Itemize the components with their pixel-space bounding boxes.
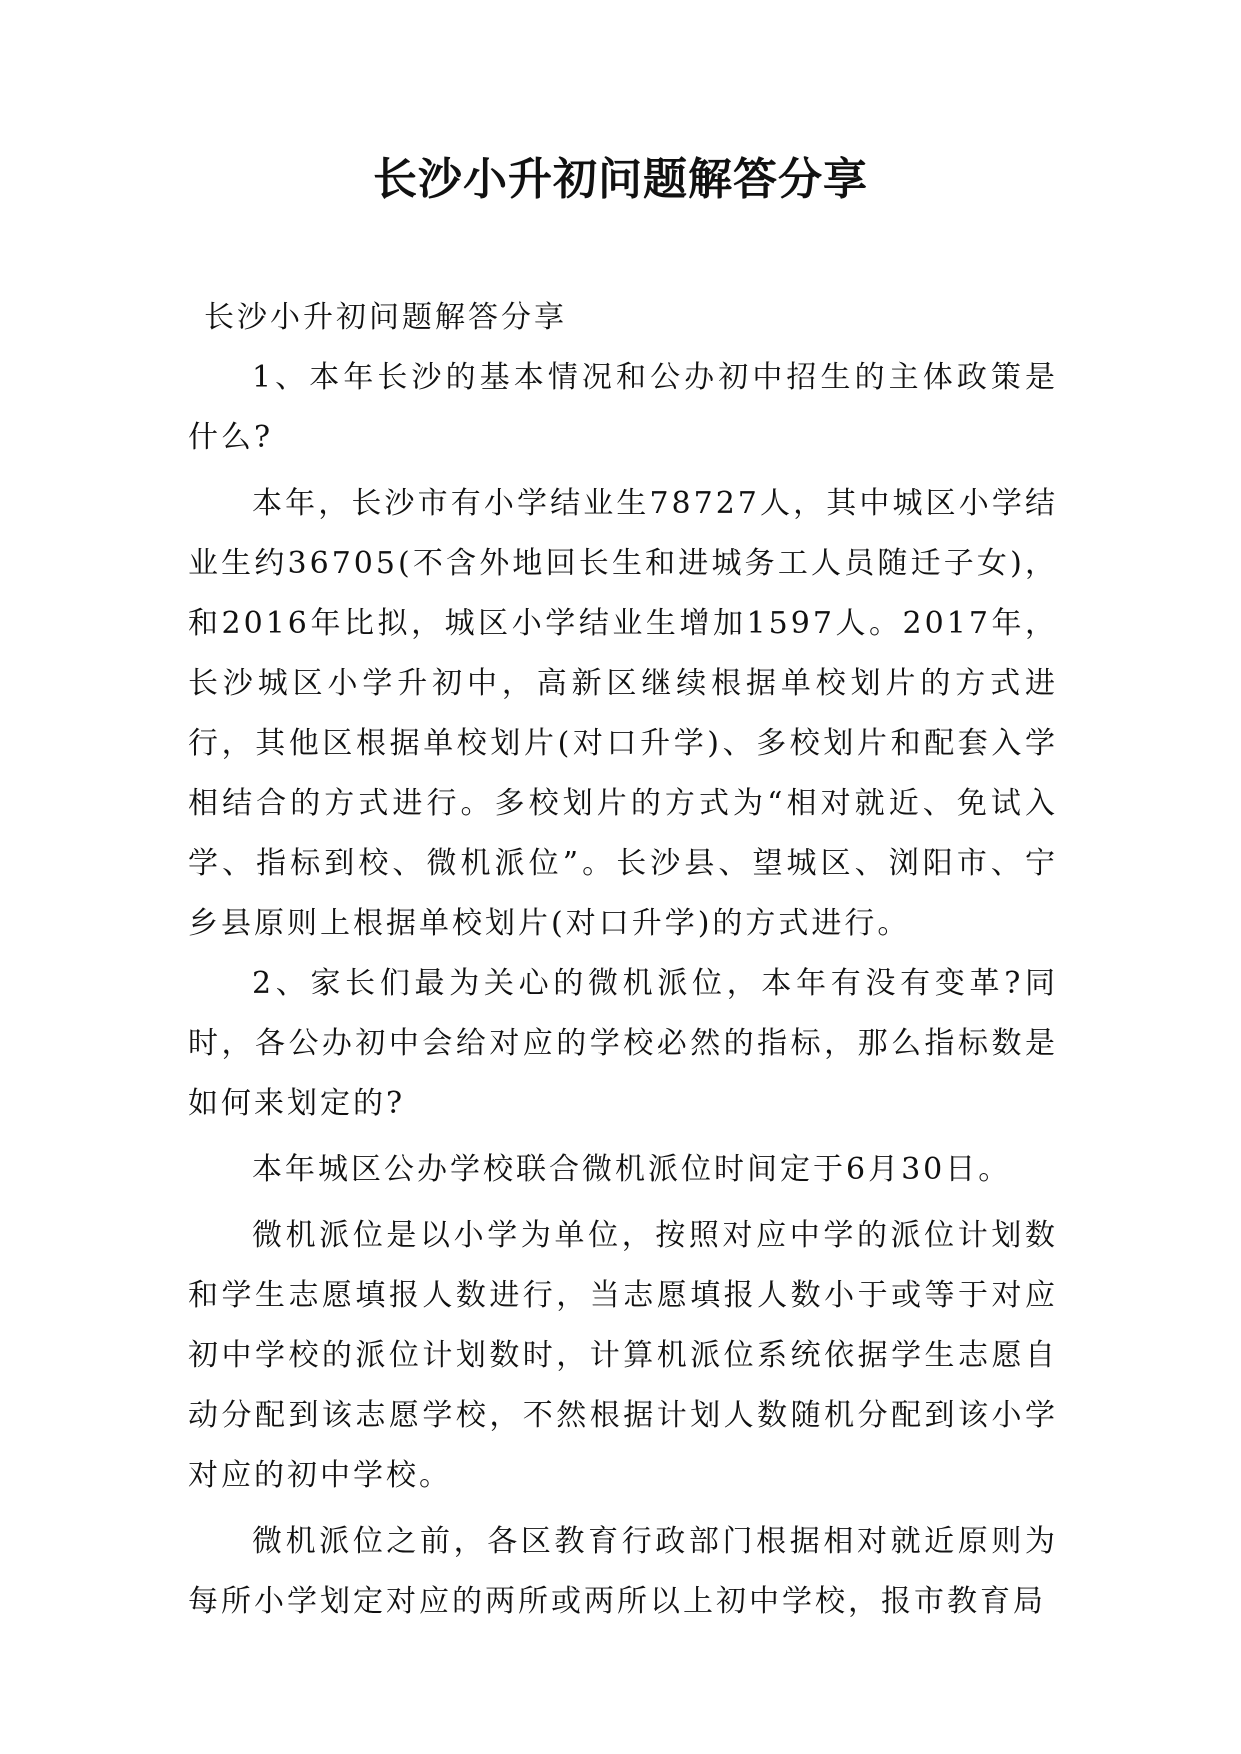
paragraph-subtitle: 长沙小升初问题解答分享 — [204, 300, 567, 335]
document-title: 长沙小升初问题解答分享 — [373, 154, 868, 205]
paragraph-question-1: 1、本年长沙的基本情况和公办初中招生的主体政策是什么? — [188, 360, 1058, 455]
paragraph-answer-1: 本年，长沙市有小学结业生78727人，其中城区小学结业生约36705(不含外地回长生和进城务工人员随迁子女)，和2016年比拟，城区小学结业生增加1597人。2017年，长沙城区小学升初中，高新区继续根据单校划片的方式进行，其他区根据单校划片(对口升学)、多校划片和配套入学相结合的方式进行。多校划片的方式为“相对就近、免试入学、指标到校、微机派位”。长沙县、望城区、浏阳市、宁乡县原则上根据单校划片(对口升学)的方式进行。 — [188, 486, 1058, 941]
document-body — [188, 288, 1058, 1632]
paragraph-answer-2c: 微机派位之前，各区教育行政部门根据相对就近原则为每所小学划定对应的两所或两所以上初中学校，报市教育局 — [188, 1524, 1058, 1619]
paragraph-answer-2b: 微机派位是以小学为单位，按照对应中学的派位计划数和学生志愿填报人数进行，当志愿填报人数小于或等于对应初中学校的派位计划数时，计算机派位系统依据学生志愿自动分配到该志愿学校，不然根据计划人数随机分配到该小学对应的初中学校。 — [188, 1218, 1058, 1493]
paragraph-question-2: 2、家长们最为关心的微机派位，本年有没有变革?同时，各公办初中会给对应的学校必然的指标，那么指标数是如何来划定的? — [188, 966, 1058, 1121]
paragraph-answer-2a: 本年城区公办学校联合微机派位时间定于6月30日。 — [252, 1152, 1012, 1187]
